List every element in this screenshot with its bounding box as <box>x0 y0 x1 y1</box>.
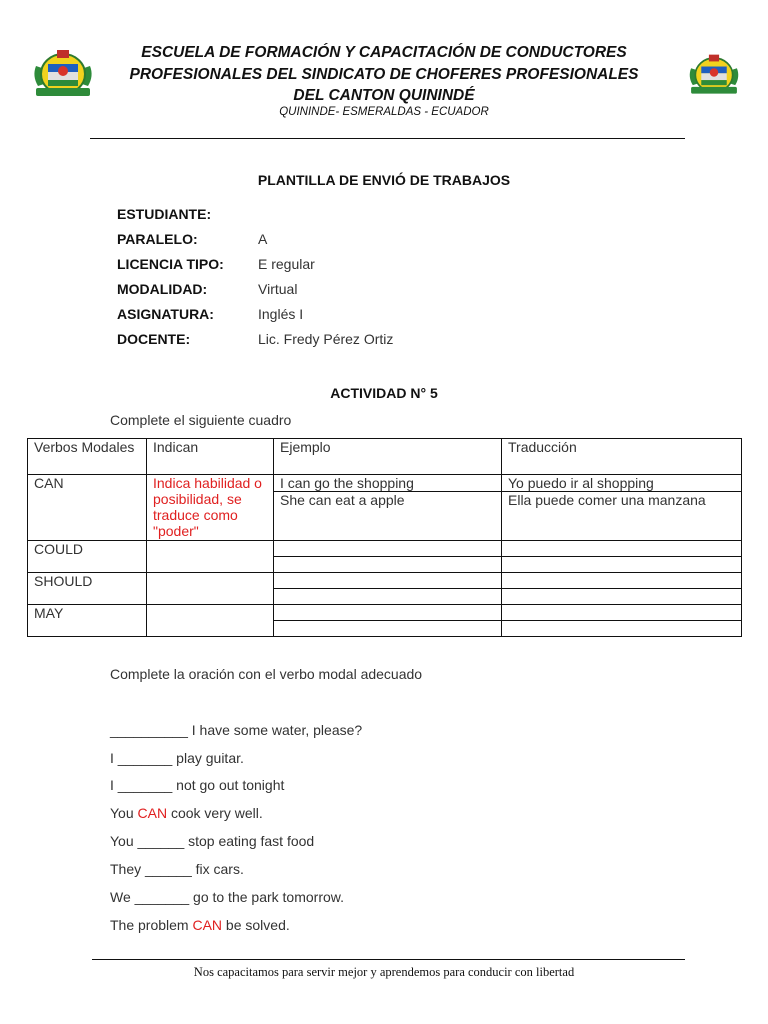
translation-should-1[interactable] <box>502 573 742 589</box>
sentence-text: I _______ play guitar. <box>110 750 244 766</box>
example-could-2[interactable] <box>274 557 502 573</box>
school-location: QUININDE- ESMERALDAS - ECUADOR <box>279 106 489 118</box>
modal-verbs-table <box>27 438 742 637</box>
sentence-text-end: cook very well. <box>167 805 263 821</box>
indican-could[interactable] <box>147 541 274 573</box>
table-header-row <box>28 439 742 475</box>
translation-should-2[interactable] <box>502 589 742 605</box>
header-verbos: Verbos Modales <box>28 439 147 475</box>
example-can-2: She can eat a apple <box>274 492 502 541</box>
translation-could-1[interactable] <box>502 541 742 557</box>
sentence-instruction: Complete la oración con el verbo modal adecuado <box>110 666 423 682</box>
indican-should[interactable] <box>147 573 274 605</box>
verb-can: CAN <box>28 475 147 541</box>
sentence-4 <box>110 805 263 821</box>
sentence-text: __________ I have some water, please? <box>110 722 363 738</box>
indican-may[interactable] <box>147 605 274 637</box>
footer-divider <box>92 959 685 960</box>
table-row-should <box>28 573 742 589</box>
translation-may-2[interactable] <box>502 621 742 637</box>
sentence-1 <box>110 722 362 738</box>
field-value-paralelo: A <box>258 231 268 247</box>
field-label-estudiante: ESTUDIANTE: <box>117 206 212 222</box>
school-name-line1: ESCUELA DE FORMACIÓN Y CAPACITACIÓN DE CONDUCTORES <box>141 44 627 61</box>
sentence-text: We _______ go to the park tomorrow. <box>110 889 344 905</box>
table-row-can <box>28 475 742 492</box>
sentence-7 <box>110 889 344 905</box>
field-label-licencia: LICENCIA TIPO: <box>117 256 224 272</box>
sentence-text: The problem <box>110 917 193 933</box>
sentence-text-end: be solved. <box>222 917 290 933</box>
example-should-2[interactable] <box>274 589 502 605</box>
translation-can-1: Yo puedo ir al shopping <box>502 475 742 492</box>
field-label-asignatura: ASIGNATURA: <box>117 306 214 322</box>
header-divider <box>90 138 685 139</box>
table-row-could <box>28 541 742 557</box>
header-traduccion: Traducción <box>502 439 742 475</box>
footer-motto: Nos capacitamos para servir mejor y aprendemos para conducir con libertad <box>193 965 575 979</box>
example-may-2[interactable] <box>274 621 502 637</box>
form-title: PLANTILLA DE ENVIÓ DE TRABAJOS <box>257 172 511 188</box>
table-instruction: Complete el siguiente cuadro <box>110 412 292 428</box>
sentence-3 <box>110 777 284 793</box>
field-value-docente: Lic. Fredy Pérez Ortiz <box>258 331 394 347</box>
activity-title: ACTIVIDAD N° 5 <box>330 385 438 401</box>
sentence-6 <box>110 861 244 877</box>
translation-may-1[interactable] <box>502 605 742 621</box>
example-could-1[interactable] <box>274 541 502 557</box>
header-ejemplo: Ejemplo <box>274 439 502 475</box>
sentence-text: They ______ fix cars. <box>110 861 244 877</box>
example-may-1[interactable] <box>274 605 502 621</box>
field-value-asignatura: Inglés I <box>258 306 304 322</box>
field-value-modalidad: Virtual <box>258 281 298 297</box>
verb-should: SHOULD <box>28 573 147 605</box>
sentence-text: You <box>110 805 138 821</box>
sentence-text: You ______ stop eating fast food <box>110 833 315 849</box>
school-name-line3: DEL CANTON QUININDÉ <box>293 87 475 104</box>
field-label-paralelo: PARALELO: <box>117 231 198 247</box>
verb-could: COULD <box>28 541 147 573</box>
sentence-2 <box>110 750 244 766</box>
translation-can-2: Ella puede comer una manzana <box>502 492 742 541</box>
translation-could-2[interactable] <box>502 557 742 573</box>
school-name-line2: PROFESIONALES DEL SINDICATO DE CHOFERES PROFESIONALES <box>129 66 639 83</box>
header-indican: Indican <box>147 439 274 475</box>
table-row-may <box>28 605 742 621</box>
verb-may: MAY <box>28 605 147 637</box>
sentence-8 <box>110 917 290 933</box>
field-value-licencia: E regular <box>258 256 315 272</box>
sentence-text: I _______ not go out tonight <box>110 777 285 793</box>
sentence-answer: CAN <box>192 917 223 933</box>
example-can-1: I can go the shopping <box>274 475 502 492</box>
field-label-modalidad: MODALIDAD: <box>117 281 208 297</box>
example-should-1[interactable] <box>274 573 502 589</box>
sentence-5 <box>110 833 314 849</box>
sentence-answer: CAN <box>137 805 168 821</box>
indican-can: Indica habilidad o posibilidad, se traduce como "poder" <box>147 475 274 541</box>
field-label-docente: DOCENTE: <box>117 331 191 347</box>
